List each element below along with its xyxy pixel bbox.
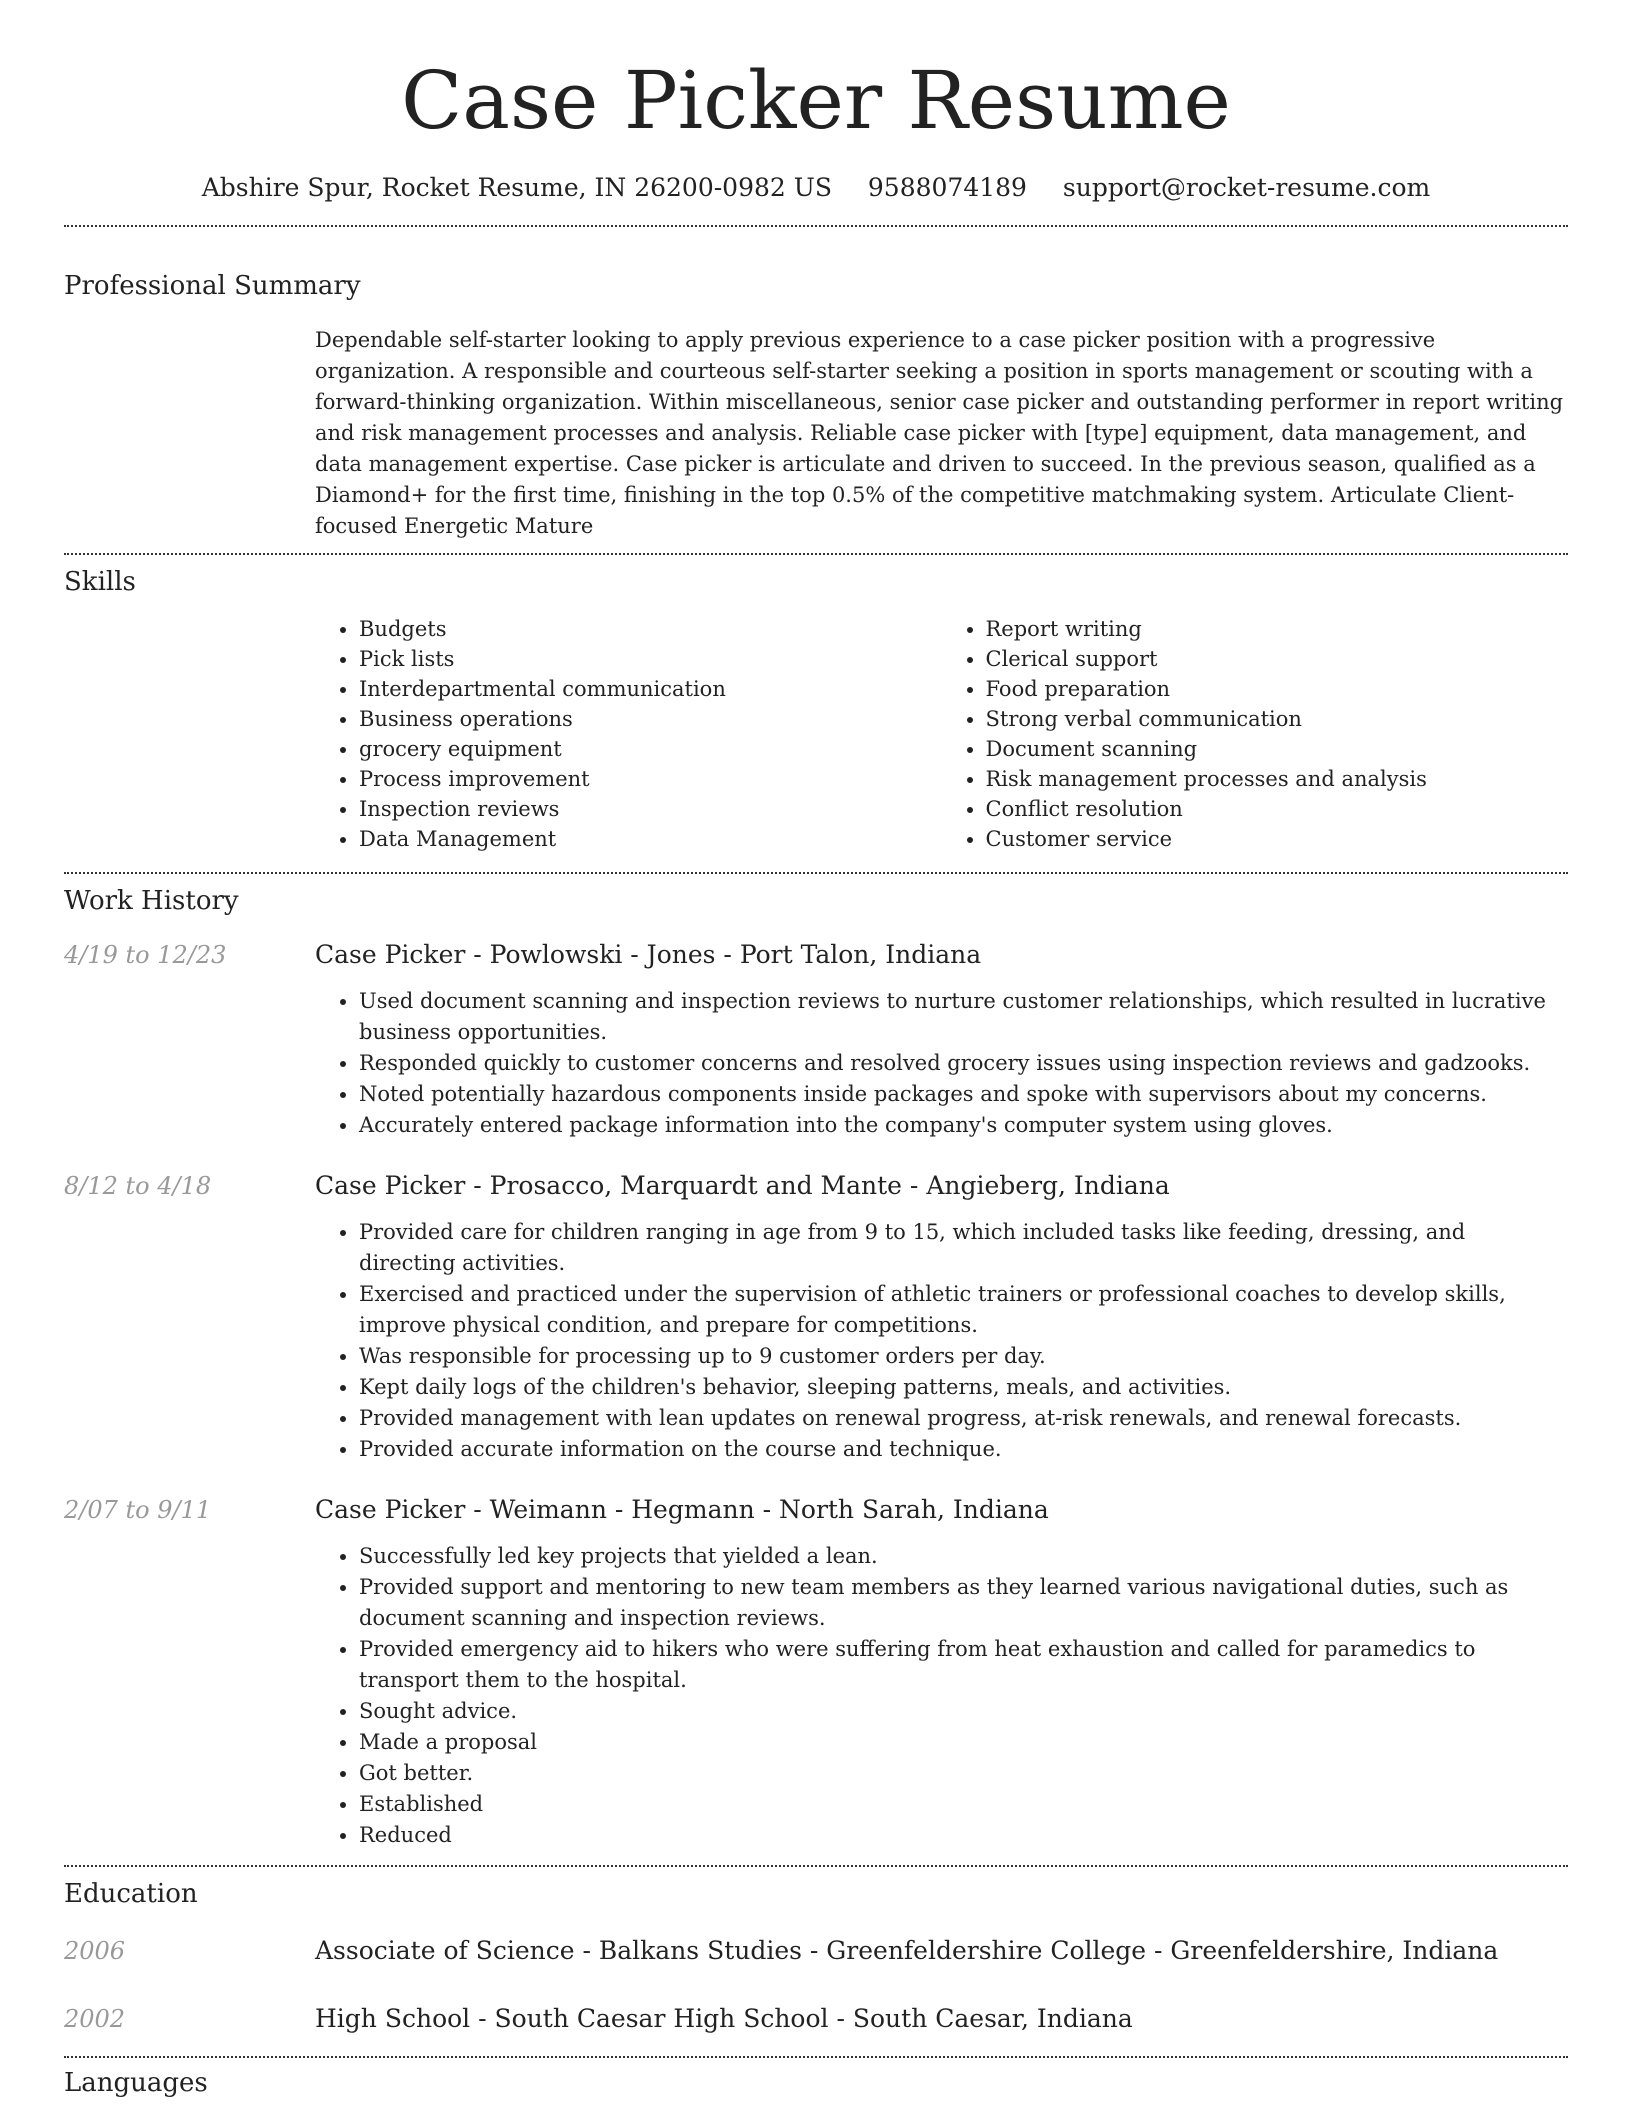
skill-item: • Conflict resolution <box>986 794 1569 824</box>
job-bullet: • Used document scanning and inspection reviews to nurture customer relationships, which resulted in lucrative business opportunities. <box>359 986 1568 1048</box>
skills-heading: Skills <box>64 567 136 597</box>
divider <box>64 2056 1568 2058</box>
address: Abshire Spur, Rocket Resume, IN 26200-0982 US <box>201 173 832 202</box>
skill-item: • Data Management <box>359 824 942 854</box>
phone: 9588074189 <box>867 173 1027 202</box>
job-bullet: • Kept daily logs of the children's behavior, sleeping patterns, meals, and activities. <box>359 1372 1568 1403</box>
job-bullet: • Made a proposal <box>359 1727 1568 1758</box>
email: support@rocket-resume.com <box>1062 173 1431 202</box>
job-bullets <box>315 986 1568 1141</box>
skill-item: • Customer service <box>986 824 1569 854</box>
job-title: Case Picker - Powlowski - Jones - Port Talon, Indiana <box>315 940 982 969</box>
skills-grid <box>315 614 1568 854</box>
skill-item: • Clerical support <box>986 644 1569 674</box>
education-body <box>315 2002 1568 2036</box>
skill-item: • Report writing <box>986 614 1569 644</box>
education-body <box>315 1934 1568 1968</box>
job-body <box>315 1169 1568 1465</box>
job-bullet: • Responded quickly to customer concerns and resolved grocery issues using inspection reviews and gadzooks. <box>359 1048 1568 1079</box>
education-section <box>64 1877 1568 2036</box>
job-bullet: • Established <box>359 1789 1568 1820</box>
skills-list-left <box>315 614 942 854</box>
divider <box>64 553 1568 555</box>
education-title: High School - South Caesar High School - South Caesar, Indiana <box>315 2004 1133 2033</box>
job-bullet: • Exercised and practiced under the supervision of athletic trainers or professional coaches to develop skills, improve physical condition, and prepare for competitions. <box>359 1279 1568 1341</box>
languages-section <box>64 2066 1568 2100</box>
education-heading: Education <box>64 1879 198 1909</box>
skill-item: • Budgets <box>359 614 942 644</box>
job-bullet: • Provided care for children ranging in age from 9 to 15, which included tasks like feeding, dressing, and directing activities. <box>359 1217 1568 1279</box>
job-body <box>315 1493 1568 1851</box>
job-entry <box>64 1493 1568 1851</box>
job-bullet: • Successfully led key projects that yielded a lean. <box>359 1541 1568 1572</box>
skill-item: • Document scanning <box>986 734 1569 764</box>
resume-page <box>64 0 1568 2100</box>
divider <box>64 872 1568 874</box>
summary-text: Dependable self-starter looking to apply previous experience to a case picker position with a progressive organization. A responsible and courteous self-starter seeking a position in sports management or scouting with a forward-thinking organization. Within miscellaneous, senior case picker and outstanding performer in report writing and risk management processes and analysis. Reliable case picker with [type] equipment, data management, and data management expertise. Case picker is articulate and driven to succeed. In the previous season, qualified as a Diamond+ for the first time, finishing in the top 0.5% of the competitive matchmaking system. Articulate Client-focused Energetic Mature <box>315 328 1564 538</box>
job-bullet: • Provided accurate information on the course and technique. <box>359 1434 1568 1465</box>
job-bullet: • Provided management with lean updates on renewal progress, at-risk renewals, and renewal forecasts. <box>359 1403 1568 1434</box>
job-bullet: • Was responsible for processing up to 9 customer orders per day. <box>359 1341 1568 1372</box>
job-bullet: • Got better. <box>359 1758 1568 1789</box>
summary-section <box>64 269 1568 542</box>
skill-item: • grocery equipment <box>359 734 942 764</box>
job-bullet: • Sought advice. <box>359 1696 1568 1727</box>
skills-section <box>64 565 1568 854</box>
summary-body <box>315 325 1568 542</box>
work-heading: Work History <box>64 886 239 916</box>
work-section <box>64 884 1568 1851</box>
skill-item: • Inspection reviews <box>359 794 942 824</box>
job-bullets <box>315 1217 1568 1465</box>
job-title: Case Picker - Prosacco, Marquardt and Mante - Angieberg, Indiana <box>315 1171 1170 1200</box>
skill-item: • Strong verbal communication <box>986 704 1569 734</box>
skills-list-right <box>942 614 1569 854</box>
education-entry <box>64 1934 1568 1968</box>
job-body <box>315 938 1568 1141</box>
skill-item: • Pick lists <box>359 644 942 674</box>
skill-item: • Risk management processes and analysis <box>986 764 1569 794</box>
job-bullet: • Noted potentially hazardous components inside packages and spoke with supervisors about my concerns. <box>359 1079 1568 1110</box>
job-bullet: • Reduced <box>359 1820 1568 1851</box>
job-bullet: • Provided emergency aid to hikers who were suffering from heat exhaustion and called for paramedics to transport them to the hospital. <box>359 1634 1568 1696</box>
skill-item: • Interdepartmental communication <box>359 674 942 704</box>
job-title: Case Picker - Weimann - Hegmann - North Sarah, Indiana <box>315 1495 1049 1524</box>
job-bullet: • Accurately entered package information into the company's computer system using gloves. <box>359 1110 1568 1141</box>
job-entry <box>64 938 1568 1141</box>
education-title: Associate of Science - Balkans Studies - Greenfeldershire College - Greenfeldershire, Indiana <box>315 1936 1499 1965</box>
job-bullet: • Provided support and mentoring to new team members as they learned various navigational duties, such as document scanning and inspection reviews. <box>359 1572 1568 1634</box>
summary-heading: Professional Summary <box>64 271 361 301</box>
skill-item: • Food preparation <box>986 674 1569 704</box>
job-bullets <box>315 1541 1568 1851</box>
divider <box>64 1865 1568 1867</box>
education-entry <box>64 2002 1568 2036</box>
job-entry <box>64 1169 1568 1465</box>
job-date: 8/12 to 4/18 <box>64 1172 212 1200</box>
job-date: 4/19 to 12/23 <box>64 941 227 969</box>
languages-heading: Languages <box>64 2068 208 2098</box>
education-date: 2002 <box>64 2005 126 2033</box>
contact-line <box>64 170 1568 206</box>
skill-item: • Process improvement <box>359 764 942 794</box>
skill-item: • Business operations <box>359 704 942 734</box>
education-date: 2006 <box>64 1937 126 1965</box>
divider <box>64 225 1568 227</box>
resume-title: Case Picker Resume <box>401 54 1231 147</box>
job-date: 2/07 to 9/11 <box>64 1496 212 1524</box>
